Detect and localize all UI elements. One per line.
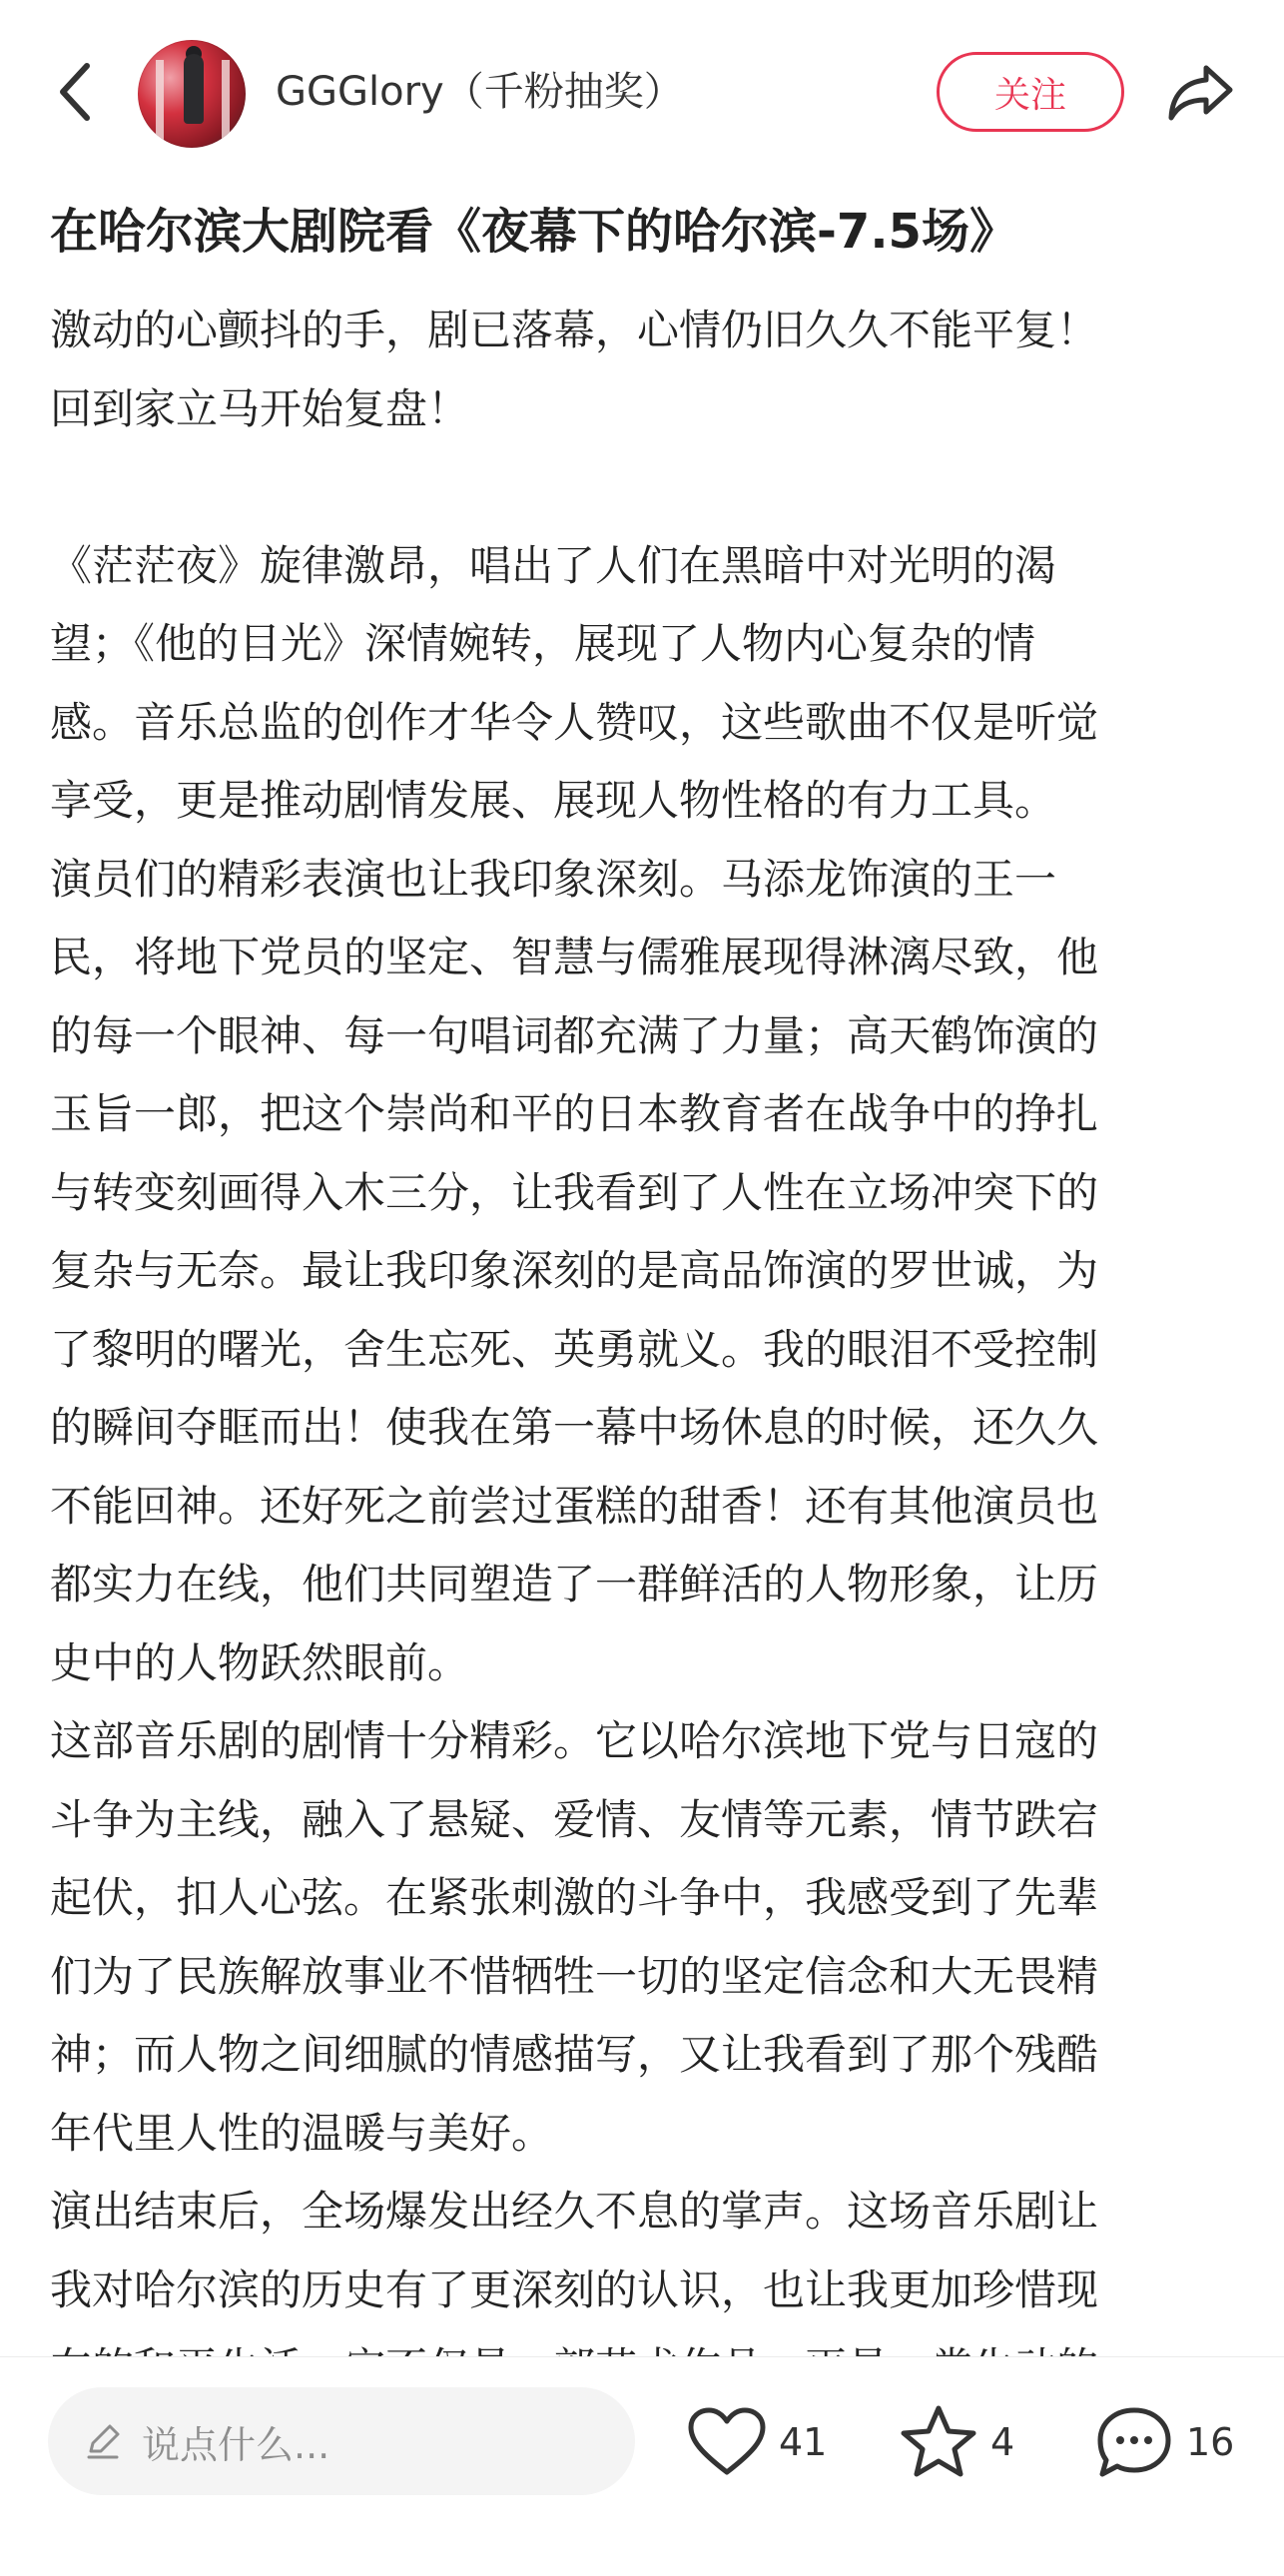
comment-input[interactable]: [48, 2387, 635, 2495]
back-button[interactable]: [40, 52, 110, 132]
comment-count: 16: [1186, 2420, 1235, 2464]
post-line: 起伏，扣人心弦。在紧张刺激的斗争中，我感受到了先辈: [50, 1873, 1099, 1922]
post-line: 了黎明的曙光，舍生忘死、英勇就义。我的眼泪不受控制: [50, 1324, 1099, 1374]
star-icon: [899, 2404, 978, 2480]
post-blank-line: [50, 448, 1248, 527]
post-line: 民，将地下党员的坚定、智慧与儒雅展现得淋漓尽致，他: [50, 933, 1099, 981]
post-line: 感。音乐总监的创作才华令人赞叹，这些歌曲不仅是听觉: [50, 697, 1099, 747]
avatar-decoration: [156, 60, 164, 140]
author-avatar[interactable]: [138, 40, 246, 148]
post-line: 的瞬间夺眶而出！使我在第一幕中场休息的时候，还久久: [50, 1403, 1099, 1452]
heart-icon: [687, 2406, 767, 2478]
share-button[interactable]: [1156, 52, 1246, 132]
post-line: 们为了民族解放事业不惜牺牲一切的坚定信念和大无畏精: [50, 1951, 1099, 2001]
author-name[interactable]: GGGlory（千粉抽奖）: [276, 69, 684, 115]
chat-bubble-icon: [1094, 2404, 1174, 2480]
share-arrow-icon: [1166, 60, 1236, 124]
post-line: 的每一个眼神、每一句唱词都充满了力量；高天鹤饰演的: [50, 1010, 1099, 1060]
post-line: 望；《他的目光》深情婉转，展现了人物内心复杂的情: [50, 619, 1036, 668]
post-line: 玉旨一郎，把这个崇尚和平的日本教育者在战争中的挣扎: [50, 1089, 1099, 1138]
post-line: 我对哈尔滨的历史有了更深刻的认识，也让我更加珍惜现: [50, 2264, 1099, 2314]
top-nav-bar: [0, 0, 1284, 190]
post-title: 在哈尔滨大剧院看《夜幕下的哈尔滨-7.5场》: [50, 204, 1017, 260]
pencil-icon: [82, 2420, 124, 2462]
post-line: 激动的心颤抖的手，剧已落幕，心情仍旧久久不能平复！: [50, 306, 1099, 354]
post-line: 享受，更是推动剧情发展、展现人物性格的有力工具。: [50, 776, 1057, 825]
post-line: 演出结束后，全场爆发出经久不息的掌声。这场音乐剧让: [50, 2187, 1099, 2236]
post-line: 不能回神。还好死之前尝过蛋糕的甜香！还有其他演员也: [50, 1481, 1099, 1531]
post-body: [50, 292, 1248, 2408]
avatar-decoration: [184, 54, 204, 124]
post-line: 史中的人物跃然眼前。: [50, 1637, 470, 1687]
chevron-left-icon: [53, 60, 97, 124]
post-line: 与转变刻画得入木三分，让我看到了人性在立场冲突下的: [50, 1167, 1099, 1217]
post-line: 年代里人性的温暖与美好。: [50, 2108, 554, 2158]
bottom-action-bar: [0, 2356, 1284, 2576]
post-line: 这部音乐剧的剧情十分精彩。它以哈尔滨地下党与日寇的: [50, 1716, 1099, 1765]
follow-button[interactable]: 关注: [937, 52, 1124, 132]
post-line: 《茫茫夜》旋律激昂，唱出了人们在黑暗中对光明的渴: [50, 540, 1057, 590]
post-line: 演员们的精彩表演也让我印象深刻。马添龙饰演的王一: [50, 854, 1057, 904]
comment-placeholder: 说点什么...: [142, 2422, 330, 2467]
post-line: 都实力在线，他们共同塑造了一群鲜活的人物形象，让历: [50, 1560, 1099, 1609]
post-line: 斗争为主线，融入了悬疑、爱情、友情等元素，情节跌宕: [50, 1794, 1099, 1844]
post-line: 神；而人物之间细腻的情感描写，又让我看到了那个残酷: [50, 2030, 1099, 2079]
collect-button[interactable]: [899, 2397, 1014, 2487]
post-line: 复杂与无奈。最让我印象深刻的是高品饰演的罗世诚，为: [50, 1246, 1099, 1295]
collect-count: 4: [990, 2420, 1015, 2464]
post-line: 回到家立马开始复盘！: [50, 383, 470, 433]
like-count: 41: [779, 2420, 828, 2464]
like-button[interactable]: [687, 2397, 827, 2487]
avatar-decoration: [222, 60, 230, 140]
comment-button[interactable]: [1094, 2397, 1234, 2487]
